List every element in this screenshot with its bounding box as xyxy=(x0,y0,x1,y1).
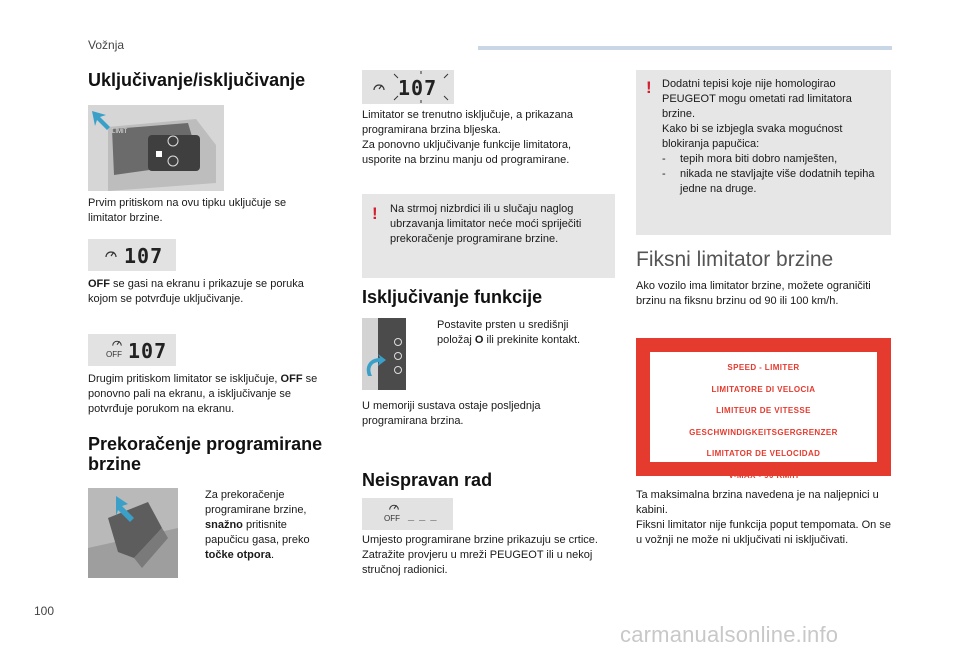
label-line: GESCHWINDIGKEITSGERGRENZER xyxy=(689,427,838,437)
bullet-kickdown-c: . xyxy=(271,549,275,561)
heading-exceed-line2: brzine xyxy=(88,454,142,474)
para-temporarily-off-2: Za ponovno uključivanje funkcije limitatora, usporite na brzinu manju od programirane. xyxy=(362,139,572,166)
off-label: OFF xyxy=(88,278,110,290)
off-indicator: OFF xyxy=(106,350,122,359)
heading-switch-off: Isključivanje funkcije xyxy=(362,287,543,307)
para-second-press xyxy=(88,372,328,417)
off-label: OFF xyxy=(280,373,303,385)
stalk-illustration xyxy=(88,105,224,191)
bullet-kickdown-bold2: točke otpora xyxy=(205,549,272,561)
speedometer-icon xyxy=(372,80,386,94)
para-temporarily-off xyxy=(362,108,602,168)
para-off-message xyxy=(88,277,328,307)
instrument-display-on xyxy=(88,239,176,271)
warning-mats-item: - nikada ne stavljajte više dodatnih tepiha jedne na druge. xyxy=(662,167,883,197)
label-line: LIMITEUR DE VITESSE xyxy=(716,406,811,415)
para-fault xyxy=(362,533,617,578)
pedal-illustration xyxy=(88,488,178,578)
heading-exceed-speed xyxy=(88,434,348,474)
speed-digits-blinking: 107 xyxy=(398,76,438,100)
para-fixed-intro: Ako vozilo ima limitator brzine, možete ograničiti brzinu na fiksnu brzinu od 90 ili 100 km/h. xyxy=(636,280,871,307)
watermark: carmanualsonline.info xyxy=(620,622,839,647)
accelerator-pedal-icon xyxy=(88,488,178,578)
heading-fixed-limiter: Fiksni limitator brzine xyxy=(636,248,834,271)
para-fixed-details-1: Ta maksimalna brzina navedena je na naljepnici u kabini. xyxy=(636,489,879,516)
bullet-neutral-position xyxy=(420,318,605,348)
para-second-press-rest: se ponovno pali na ekranu, a isključivanje se potvrđuje porukom na ekranu. xyxy=(88,373,318,415)
speedometer-icon xyxy=(388,501,400,513)
speed-digits: 107 xyxy=(124,244,164,268)
label-line: SPEED - LIMITER xyxy=(727,363,800,372)
exclamation-icon: ! xyxy=(646,78,652,97)
instrument-display-blinking xyxy=(362,70,454,104)
bullet-kickdown-a: Za prekoračenje programirane brzine, xyxy=(205,489,307,516)
para-fault-2: Zatražite provjeru u mreži PEUGEOT ili u nekoj stručnoj radionici. xyxy=(362,549,593,576)
warning-mats-line1: Dodatni tepisi koje nije homologirao PEUGEOT mogu ometati rad limitatora brzine. xyxy=(662,78,852,120)
instrument-display-fault xyxy=(362,498,453,530)
bullet-kickdown-text xyxy=(188,488,328,563)
para-memory: U memoriji sustava ostaje posljednja programirana brzina. xyxy=(362,400,541,427)
para-temporarily-off-1: Limitator se trenutno isključuje, a prikazana programirana brzina bljeska. xyxy=(362,109,573,136)
warning-mats-text xyxy=(662,77,883,197)
para-off-message-text: se gasi na ekranu i prikazuje se poruka kojom se potvrđuje uključivanje. xyxy=(88,278,304,305)
heading-on-off: Uključivanje/isključivanje xyxy=(88,70,306,90)
para-fixed-details-2: Fiksni limitator nije funkcija poput tempomata. On se u vožnji ne može ni uključivati ni isključivati. xyxy=(636,519,891,546)
label-line: V-MAX - 90 KM/H xyxy=(728,470,799,480)
fault-dashes: _ _ _ xyxy=(408,510,438,522)
para-fixed-details xyxy=(636,488,891,548)
exclamation-icon: ! xyxy=(372,204,378,223)
bullet-kickdown-b: pritisnite papučicu gasa, preko xyxy=(205,519,310,546)
section-title: Vožnja xyxy=(88,38,125,52)
ring-illustration xyxy=(362,318,406,390)
bullet-neutral-bold: O xyxy=(474,334,484,346)
label-line: LIMITATOR DE VELOCIDAD xyxy=(706,449,821,458)
off-indicator: OFF xyxy=(384,514,400,523)
steering-stalk-icon xyxy=(88,105,224,191)
svg-text:LIMIT: LIMIT xyxy=(112,129,128,135)
bullet-neutral-b: ili prekinite kontakt. xyxy=(483,334,581,346)
header-accent-bar xyxy=(478,46,892,50)
para-second-press-start: Drugim pritiskom limitator se isključuje, xyxy=(88,373,281,385)
warning-panel-mats xyxy=(636,70,891,235)
speed-limiter-label-inner xyxy=(650,352,877,480)
bullet-kickdown xyxy=(188,488,328,563)
bullet-kickdown-bold1: snažno xyxy=(205,519,243,531)
instrument-display-off xyxy=(88,334,176,366)
warning-downhill-text: Na strmoj nizbrdici ili u slučaju naglog ubrzavanja limitator neće moći spriječiti prekoračenje programirane brzine. xyxy=(390,203,582,245)
warning-mats-line2: Kako bi se izbjegla svaka mogućnost blokiranja papučica: xyxy=(662,123,843,150)
heading-malfunction: Neispravan rad xyxy=(362,470,493,490)
heading-exceed-line1: Prekoračenje programirane xyxy=(88,434,323,454)
warning-panel-downhill xyxy=(362,194,615,278)
bullet-neutral-a: Postavite prsten u središnji položaj xyxy=(437,319,569,346)
speed-digits: 107 xyxy=(128,339,168,363)
stalk-ring-icon xyxy=(362,318,406,390)
speed-limiter-label xyxy=(636,338,891,480)
page-number: 100 xyxy=(34,604,55,618)
label-line: LIMITATORE DI VELOCIA xyxy=(711,384,816,394)
speedometer-icon xyxy=(111,337,123,349)
speedometer-icon xyxy=(104,247,118,261)
warning-mats-item: - tepih mora biti dobro namješten, xyxy=(662,152,883,167)
bullet-neutral-text xyxy=(420,318,605,348)
para-fault-1: Umjesto programirane brzine prikazuju se crtice. xyxy=(362,534,598,546)
para-first-press: Prvim pritiskom na ovu tipku uključuje se limitator brzine. xyxy=(88,197,287,224)
